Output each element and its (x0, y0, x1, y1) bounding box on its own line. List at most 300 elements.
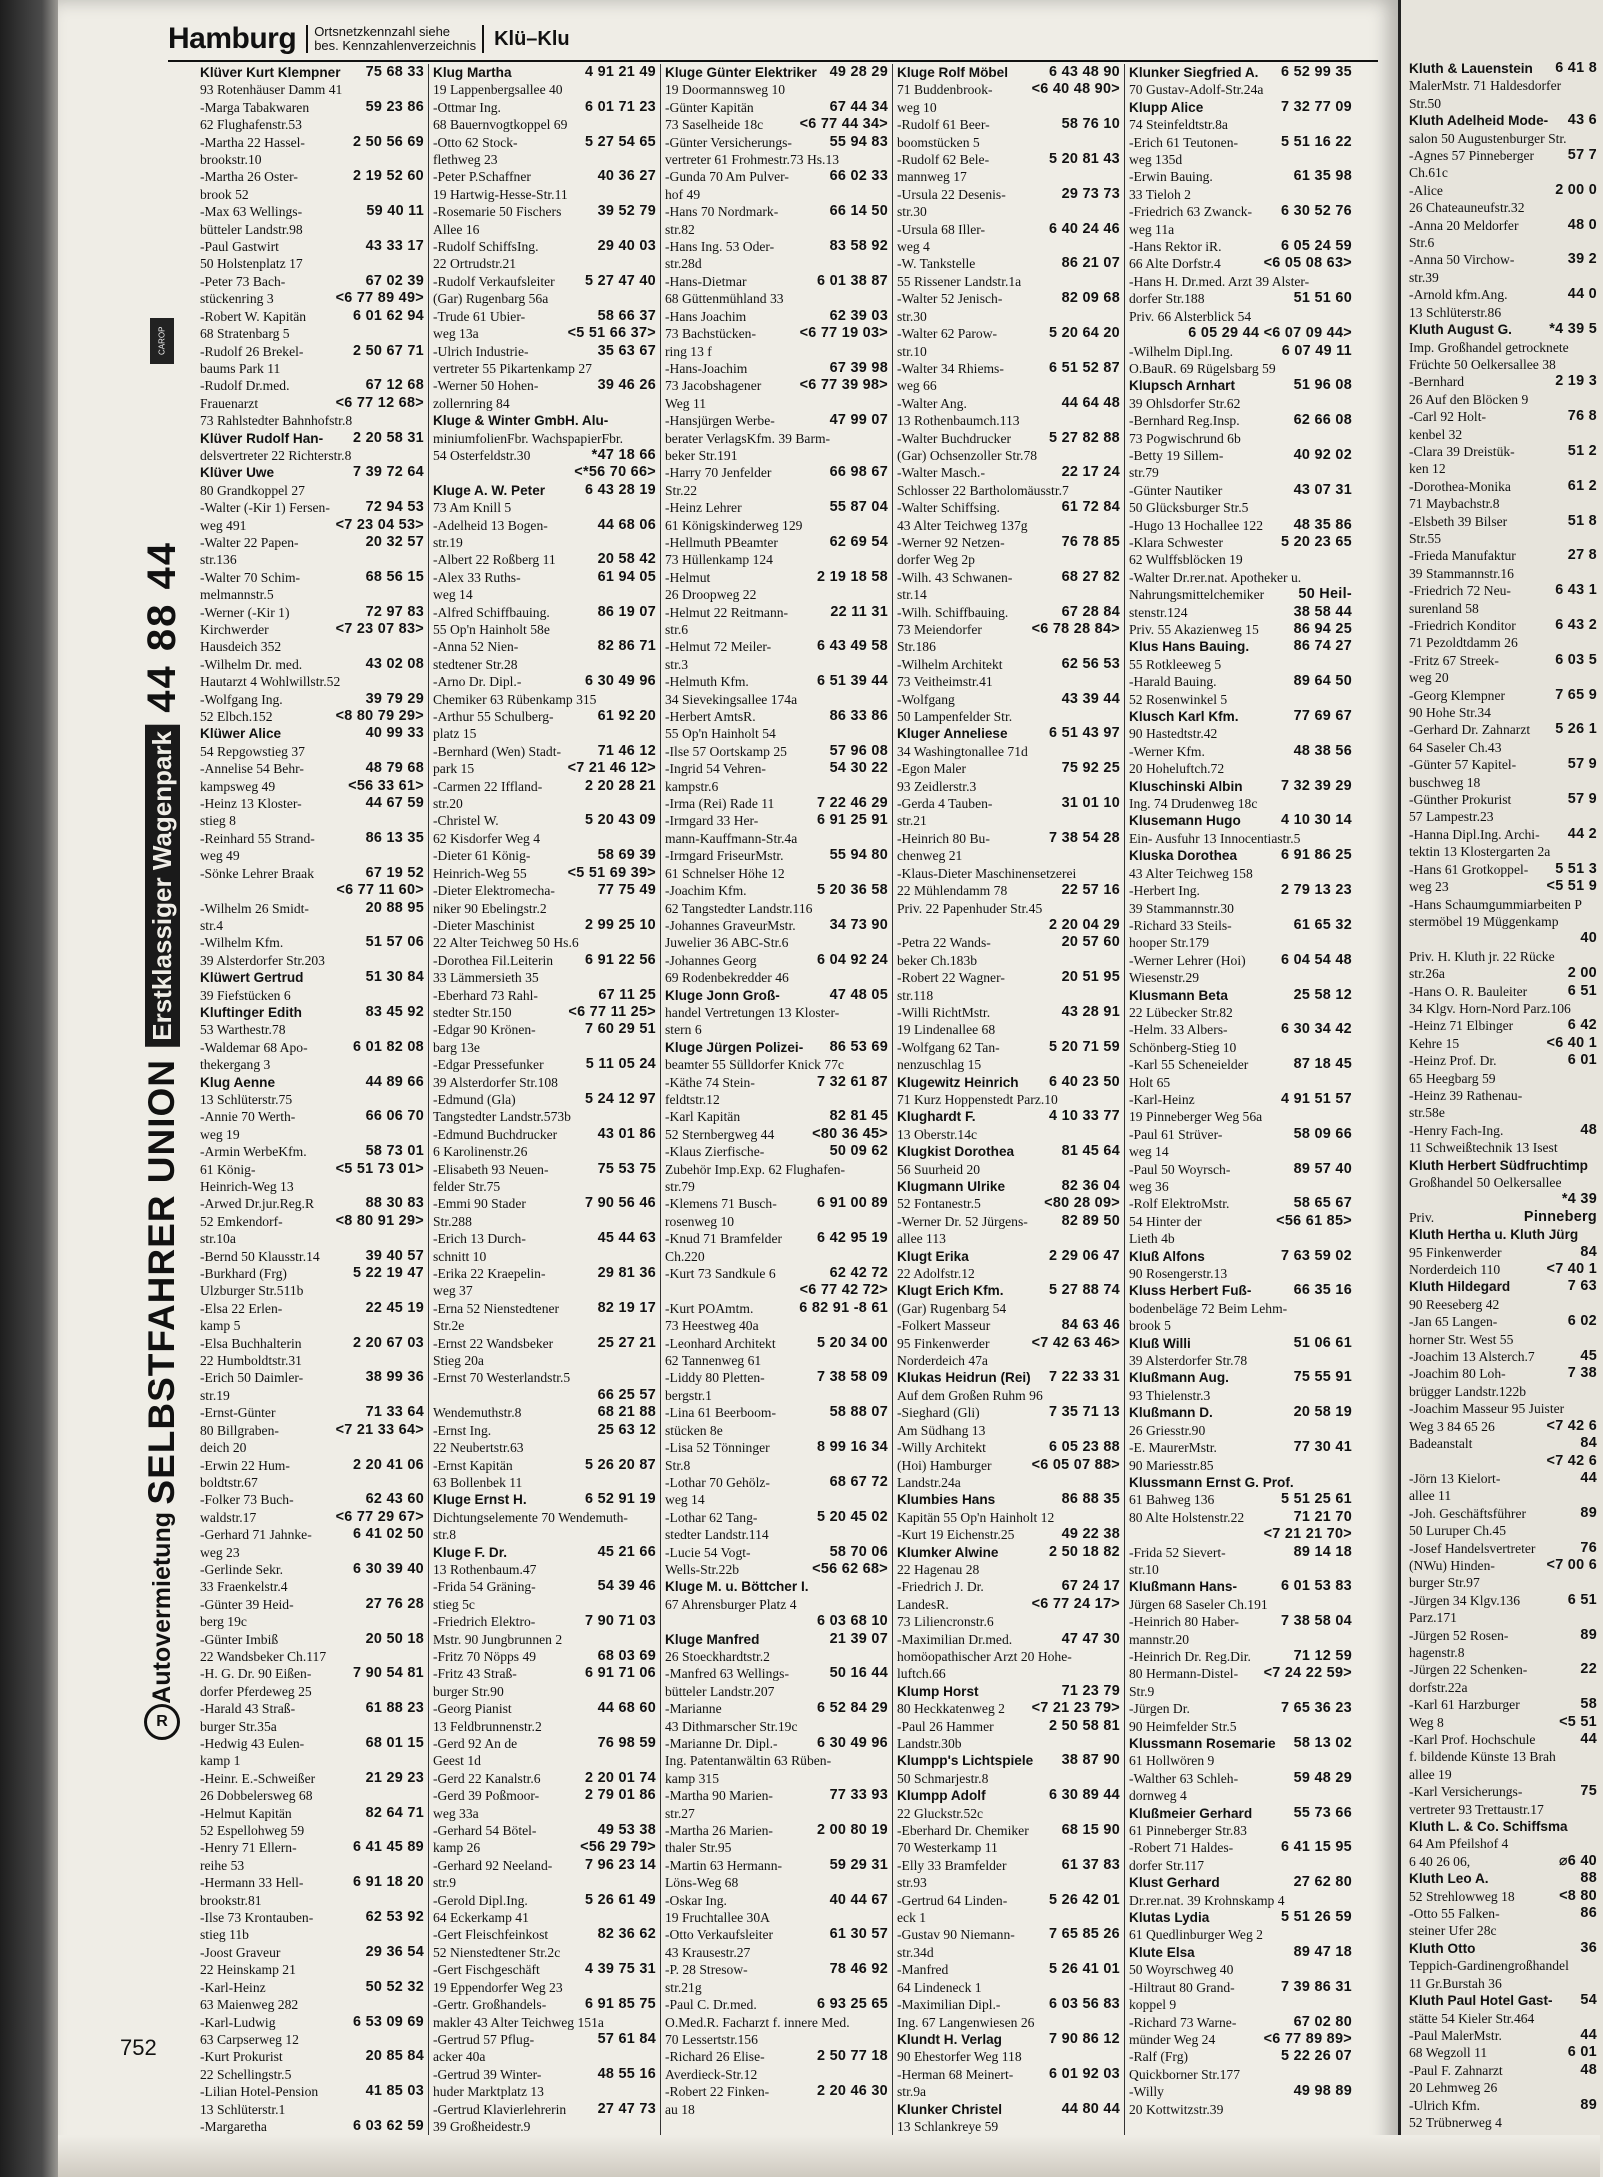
listing-name: barg 13e (433, 1039, 480, 1055)
listing-name: -Helmuth Kfm. (665, 674, 749, 690)
listing-name: -Ilse 73 Krontauben- (200, 1910, 314, 1926)
listing-name: 53 Warthestr.78 (200, 1022, 286, 1038)
listing-name: 55 Rissener Landstr.1a (897, 273, 1022, 289)
listing-name: Chemiker 63 Rübenkamp 315 (433, 691, 597, 707)
listing-name: -Elsa Buchhalterin (200, 1335, 302, 1351)
listing-name: -Harald 43 Straß- (200, 1701, 296, 1717)
listing-number: <7 21 23 79> (1031, 1700, 1120, 1717)
listing-entry (665, 1074, 888, 1091)
listing-number: 51 57 06 (365, 934, 424, 951)
listing-number: 5 26 42 01 (1048, 1891, 1120, 1908)
listing-name: -Hans-Joachim (665, 360, 748, 376)
listing-number: 89 57 40 (1293, 1160, 1352, 1177)
listing-number: 6 52 99 35 (1280, 64, 1352, 80)
listing-name-bold: Kluth Hildegard (1409, 1279, 1511, 1295)
listing-number: 8 99 16 34 (816, 1439, 888, 1456)
listing-name: -Otto Verkaufsleiter (665, 1927, 774, 1943)
listing-name: 73 Meiendorfer (897, 622, 982, 637)
listing-entry (897, 1892, 1120, 1909)
listing-name: -Erna 52 Nienstedtener (433, 1300, 560, 1316)
listing-number: 5 26 20 87 (584, 1456, 656, 1473)
listing-number: 71 23 79 (1061, 1682, 1120, 1699)
listing-entry (665, 743, 888, 760)
listing-name: vertreter 93 Trettaustr.17 (1409, 1801, 1544, 1817)
listing-name: -Werner Lehrer (Hoi) (1129, 952, 1246, 968)
listing-name: melmannstr.5 (200, 587, 274, 603)
listing-number: <7 23 04 53> (335, 516, 424, 533)
listing-name: -Robert W. Kapitän (200, 308, 307, 324)
listing-entry (1409, 373, 1597, 390)
listing-name: -Hans Joachim (665, 308, 747, 324)
listing-entry (1409, 1157, 1597, 1174)
listing-entry (200, 2101, 424, 2118)
page-header (168, 18, 1378, 60)
listing-name: str.8 (433, 1527, 457, 1543)
listing-entry (1409, 1801, 1597, 1818)
listing-name: 68 Bauernvogtkoppel 69 (433, 117, 568, 133)
listing-name: -Werner (-Kir 1) (200, 604, 290, 620)
listing-name: -Gertrud Klavierlehrerin (433, 2101, 567, 2117)
listing-name: bodenbeläge 72 Beim Lehm- (1129, 1300, 1288, 1316)
listing-number: 5 51 25 61 (1280, 1491, 1352, 1508)
listing-name: park 15 (433, 761, 475, 777)
listing-number: 39 52 79 (597, 203, 656, 220)
listing-entry (897, 1352, 1120, 1369)
listing-entry (1129, 1248, 1352, 1265)
listing-name: burger Str.35a (200, 1718, 277, 1734)
listing-entry (665, 377, 888, 394)
listing-name: zollernring 84 (433, 395, 510, 411)
listing-number: 2 50 56 69 (352, 133, 424, 150)
listing-name (1129, 99, 1277, 116)
listing-number: 48 (1580, 2061, 1597, 2078)
listing-entry (1409, 861, 1597, 878)
listing-name: waldstr.17 (200, 1509, 257, 1525)
listing-name: -Walter Buchdrucker (897, 430, 1012, 446)
listing-entry (897, 760, 1120, 777)
listing-number: 2 50 77 18 (816, 2048, 888, 2065)
listing-entry (1409, 1592, 1597, 1609)
listing-name: Priv. H. Kluth jr. 22 Rücke (1409, 948, 1555, 964)
listing-name: -Joachim Kfm. (665, 883, 747, 899)
listing-number: 25 58 12 (1293, 986, 1352, 1003)
listing-entry (433, 2066, 656, 2083)
listing-entry (665, 1805, 888, 1822)
listing-name (897, 2031, 1045, 2048)
listing-number: <56 33 61> (348, 777, 424, 794)
listing-entry (1129, 1091, 1352, 1108)
listing-number: 39 40 57 (365, 1247, 424, 1264)
listing-name: -Lucie 54 Vogt- (665, 1544, 751, 1560)
listing-entry (200, 1526, 424, 1543)
listing-number: 6 43 28 19 (584, 481, 656, 498)
listing-name: -Clara 39 Dreistük- (1409, 443, 1515, 459)
listing-name: delsvertreter 22 Richterstr.8 (200, 447, 352, 463)
listing-number: 67 12 68 (365, 377, 424, 394)
listing-entry (1129, 1474, 1352, 1491)
listing-name: Weg 3 84 65 26 (1409, 1418, 1495, 1434)
listing-name: Tangstedter Landstr.573b (433, 1109, 571, 1125)
listing-entry (1129, 604, 1352, 621)
listing-name: 80 Heckkatenweg 2 (897, 1701, 1005, 1717)
listing-name (665, 64, 826, 81)
listing-entry (1129, 308, 1352, 325)
listing-name: -Georg Klempner (1409, 687, 1506, 703)
listing-entry (200, 1004, 424, 1021)
listing-entry (433, 1909, 656, 1926)
listing-entry (1129, 865, 1352, 882)
listing-number: 58 13 02 (1293, 1735, 1352, 1751)
listing-entry (897, 1805, 1120, 1822)
listing-entry (433, 987, 656, 1004)
listing-name: -P. 28 Stresow- (665, 1962, 748, 1978)
listing-entry (897, 1544, 1120, 1561)
listing-number: 21 29 23 (365, 1769, 424, 1786)
listing-entry (1129, 186, 1352, 203)
listing-name: 73 Jacobshagener (665, 378, 762, 394)
listing-name: -Maximilian Dipl.- (897, 1997, 1001, 2013)
listing-number: 75 68 33 (365, 64, 424, 80)
listing-entry (665, 1683, 888, 1700)
listing-entry (1409, 147, 1597, 164)
listing-name: str.6 (665, 622, 689, 637)
listing-number: 44 68 06 (597, 516, 656, 533)
listing-entry (665, 1770, 888, 1787)
listing-name: -Wolfgang (897, 691, 955, 707)
listing-name: -Gerhard 54 Bötel- (433, 1823, 537, 1839)
listing-entry (433, 1839, 656, 1856)
listing-name: -Jan 65 Langen- (1409, 1314, 1498, 1330)
listing-entry (897, 186, 1120, 203)
listing-entry (1409, 495, 1597, 512)
listing-name: -Hans Ing. 53 Oder- (665, 239, 775, 255)
listing-name: Wells-Str.22b (665, 1561, 740, 1577)
listing-entry (1129, 290, 1352, 307)
listing-name-bold: Klus Hans Bauing. (1129, 639, 1250, 655)
listing-number: <6 77 89 89> (1263, 2030, 1352, 2047)
listing-entry (200, 778, 424, 795)
listing-entry (665, 1822, 888, 1839)
listing-name: 62 Kisdorfer Weg 4 (433, 830, 541, 846)
listing-number: 5 27 54 65 (584, 133, 656, 150)
listing-name: -Erwin Bauing. (1129, 169, 1213, 185)
listing-entry (897, 1230, 1120, 1247)
listing-entry (1409, 2079, 1597, 2096)
listing-name: -Dieter 61 König- (433, 848, 531, 864)
listing-number: 5 51 3 (1555, 860, 1597, 877)
listing-name: -Annelise 54 Behr- (200, 761, 304, 777)
listing-entry (897, 325, 1120, 342)
listing-name: 73 Heestweg 40a (665, 1318, 759, 1334)
listing-name: Kehre 15 (1409, 1035, 1460, 1051)
listing-entry (200, 343, 424, 360)
listing-entry (1129, 1822, 1352, 1839)
listing-name: -Friedrich Konditor (1409, 618, 1516, 633)
listing-number: 40 44 67 (829, 1891, 888, 1908)
listing-entry (200, 934, 424, 951)
listing-name: -Gerd 39 Poßmoor- (433, 1788, 540, 1804)
listing-name: -Eberhard 73 Rahl- (433, 987, 538, 1003)
listing-entry (1409, 1731, 1597, 1748)
listing-number: 7 32 77 09 (1280, 98, 1352, 115)
listing-number: 22 57 16 (1061, 882, 1120, 899)
listing-name: Ing. Patentanwältin 63 Rüben- (665, 1753, 832, 1769)
listing-entry (433, 1944, 656, 1961)
listing-number: 20 32 57 (365, 533, 424, 550)
listing-name: Str.288 (433, 1213, 472, 1229)
listing-entry (665, 134, 888, 151)
listing-entry (1409, 826, 1597, 843)
listing-name: homöopathischer Arzt 20 Hohe- (897, 1648, 1072, 1664)
listing-name: -Johannes GraveurMstr. (665, 917, 796, 933)
listing-number: 62 56 53 (1061, 655, 1120, 672)
listing-entry (665, 987, 888, 1004)
listing-entry (897, 795, 1120, 812)
listing-entry (1129, 430, 1352, 447)
listing-number: 6 01 92 03 (1048, 2065, 1120, 2082)
listing-number: 40 36 27 (597, 168, 656, 185)
listing-name: 22 Hagenau 28 (897, 1561, 980, 1577)
listing-number: 41 85 03 (365, 2083, 424, 2100)
listing-entry (665, 725, 888, 742)
listing-number: 6 91 25 91 (816, 812, 888, 829)
listing-entry (433, 290, 656, 307)
listing-number: <6 77 89 49> (335, 290, 424, 307)
listing-name: luftch.66 (897, 1666, 946, 1682)
listing-entry (1409, 791, 1597, 808)
listing-number: 7 38 54 28 (1048, 829, 1120, 846)
listing-entry (433, 1979, 656, 1996)
listing-entry (433, 308, 656, 325)
listing-name: -Joh. Geschäftsführer (1409, 1505, 1527, 1521)
listing-entry (200, 1143, 424, 1160)
listing-name: 61 Pinneberger Str.83 (1129, 1823, 1247, 1839)
listing-name: 54 Osterfeldstr.30 (433, 447, 531, 463)
listing-name: 63 Maienweg 282 (200, 1997, 299, 2013)
listing-name: 39 Stammannstr.30 (1129, 900, 1234, 916)
listing-number: 20 57 60 (1061, 934, 1120, 951)
listing-entry (897, 343, 1120, 360)
listing-name: dorfstr.22a (1409, 1679, 1468, 1695)
listing-name: -Anna 52 Nien- (433, 639, 519, 655)
listing-name: dorfer Pferdeweg 25 (200, 1683, 312, 1699)
listing-number: 2 99 25 10 (584, 916, 656, 933)
listing-entry (1129, 1926, 1352, 1943)
listing-entry (1129, 882, 1352, 899)
listing-number: <56 62 68> (812, 1560, 888, 1577)
listing-name: berg 19c (200, 1614, 247, 1630)
listing-entry (1409, 965, 1597, 982)
listing-name: -Rudolf 26 Brekel- (200, 343, 304, 359)
listing-name-bold: Kluge Jonn Groß- (665, 987, 780, 1003)
listing-number: 57 9 (1567, 791, 1597, 808)
listing-entry (1129, 2066, 1352, 2083)
listing-name: 52 Elbch.152 (200, 709, 273, 725)
listing-entry (200, 1944, 424, 1961)
listing-name: -Heinrich 80 Haber- (1129, 1614, 1239, 1630)
listing-entry (200, 638, 424, 655)
listing-entry (200, 2083, 424, 2100)
listing-number: 49 22 38 (1061, 1526, 1120, 1543)
listing-entry (200, 1613, 424, 1630)
listing-entry (1129, 1039, 1352, 1056)
listing-number: 44 64 48 (1061, 394, 1120, 411)
listing-name: 62 Tangstedter Landstr.116 (665, 900, 813, 916)
listing-entry (1409, 652, 1597, 669)
listing-name (200, 1074, 362, 1091)
listing-number: 75 92 25 (1061, 760, 1120, 777)
listing-name: -Karl-Heinz (200, 1979, 266, 1995)
listing-entry (897, 1039, 1120, 1056)
listing-name: -Ernst Kapitän (433, 1457, 513, 1473)
listing-entry (665, 1369, 888, 1386)
page-bottom-edge (58, 2135, 1600, 2177)
listing-number: 48 55 16 (597, 2065, 656, 2082)
listing-name: stückenring 3 (200, 291, 274, 307)
listing-name (1129, 64, 1277, 81)
listing-entry (897, 2031, 1120, 2048)
listing-entry (665, 1665, 888, 1682)
listing-entry (433, 1161, 656, 1178)
listing-number: 51 8 (1567, 512, 1597, 529)
listing-name: -Kurt 73 Sandkule 6 (665, 1266, 776, 1282)
listing-entry (665, 1491, 888, 1508)
listing-entry (897, 221, 1120, 238)
listing-name: -Wolfgang 62 Tan- (897, 1039, 1000, 1055)
listing-entry (665, 221, 888, 238)
listing-number: 2 20 46 30 (816, 2083, 888, 2100)
listing-name-bold: Klumker Alwine (897, 1544, 999, 1560)
listing-number: 6 41 15 95 (1280, 1839, 1352, 1856)
listing-number: 21 39 07 (829, 1630, 888, 1647)
listing-number: 72 94 53 (365, 499, 424, 516)
listing-entry (1129, 99, 1352, 116)
listing-name: 22 Humboldtstr.31 (200, 1353, 302, 1369)
listing-name (1129, 1335, 1290, 1352)
listing-name: Juwelier 36 ABC-Str.6 (665, 935, 789, 951)
listing-name: -Alex 33 Ruths- (433, 569, 521, 585)
listing-entry (665, 1091, 888, 1108)
listing-name: bergstr.1 (665, 1387, 712, 1403)
listing-name: -Wilh. 43 Schwanen- (897, 569, 1013, 585)
listing-name: 73 Bachstücken- (665, 326, 756, 342)
listing-entry (433, 656, 656, 673)
listing-name-bold: Kluschinski Albin (1129, 778, 1243, 794)
listing-entry (200, 464, 424, 481)
listing-entry (897, 1265, 1120, 1282)
listing-name: -Fritz 70 Nöpps 49 (433, 1648, 537, 1664)
listing-entry (200, 377, 424, 394)
listing-name: -Helmut Kapitän (200, 1805, 292, 1821)
listing-name: stermöbel 19 Müggenkamp (1409, 913, 1559, 929)
listing-name: -Margaretha (200, 2118, 267, 2134)
listing-number: 25 63 12 (597, 1421, 656, 1438)
listing-name: 26 Griesstr.90 (1129, 1422, 1206, 1438)
listing-number: <6 40 48 90> (1031, 81, 1120, 98)
listing-name-bold: Klumpp Adolf (897, 1788, 986, 1804)
listing-entry (200, 1979, 424, 1996)
listing-name: 55 Op'n Hainholt 54 (665, 726, 776, 742)
listing-name: schnitt 10 (433, 1248, 487, 1264)
listing-number: 89 64 50 (1293, 673, 1352, 690)
listing-entry (1409, 1104, 1597, 1121)
listing-entry (665, 691, 888, 708)
facing-page (1398, 0, 1603, 2177)
listing-entry (897, 2014, 1120, 2031)
listing-number: 43 6 (1567, 112, 1597, 129)
listing-entry (897, 934, 1120, 951)
listing-entry (200, 2118, 424, 2135)
listing-entry (200, 1474, 424, 1491)
listing-name: str.21 (897, 813, 927, 829)
listing-name: kampstr.6 (665, 778, 719, 794)
listing-entry (1129, 1213, 1352, 1230)
listing-entry (1129, 1335, 1352, 1352)
listing-entry (433, 1735, 656, 1752)
listing-entry (897, 621, 1120, 638)
listing-number: 66 98 67 (829, 464, 888, 481)
listing-name: Kirchwerder (200, 622, 269, 637)
listing-entry (433, 1665, 656, 1682)
listing-name-bold: Kluth Otto (1409, 1940, 1476, 1956)
listing-name-bold: Kluger Anneliese (897, 726, 1008, 742)
listing-name: 69 Rodenbekredder 46 (665, 970, 789, 986)
listing-name: weg 11a (1129, 221, 1175, 237)
listing-entry (200, 1648, 424, 1665)
listing-name: 20 Kottwitzstr.39 (1129, 2101, 1224, 2117)
listing-name: 95 Finkenwerder (1409, 1244, 1502, 1260)
listing-entry (200, 1387, 424, 1404)
listing-number: 61 94 05 (597, 568, 656, 585)
listing-number: 83 45 92 (365, 1003, 424, 1020)
listing-name: Quickborner Str.177 (1129, 2066, 1240, 2082)
listing-entry (1129, 1195, 1352, 1212)
listing-entry (897, 1596, 1120, 1613)
listing-name: -Walter Dr.rer.nat. Apotheker u. (1129, 569, 1302, 585)
listing-name: -Günther Prokurist (1409, 792, 1512, 808)
listing-entry (200, 1178, 424, 1195)
listing-name: 50 Holstenplatz 17 (200, 256, 303, 272)
listing-name: stenstr.124 (1129, 604, 1188, 620)
listing-name (1129, 377, 1290, 394)
listing-entry (433, 1021, 656, 1038)
listing-name: 90 Mariesstr.85 (1129, 1457, 1214, 1473)
listing-name: Badeanstalt (1409, 1436, 1473, 1452)
listing-entry (1129, 1700, 1352, 1717)
listing-entry (665, 760, 888, 777)
listing-name: -Gerd 22 Kanalstr.6 (433, 1770, 541, 1786)
listing-name: -Carmen 22 Iffland- (433, 778, 543, 794)
listing-number: 43 02 08 (365, 655, 424, 672)
listing-number: 6 40 23 50 (1048, 1073, 1120, 1090)
listing-entry (200, 760, 424, 777)
listing-name: -Sieghard (Gli) (897, 1405, 980, 1421)
listing-number: <7 24 22 59> (1263, 1665, 1352, 1682)
listing-name: 50 Woyrschweg 40 (1129, 1962, 1234, 1978)
listing-number: 5 20 45 02 (816, 1508, 888, 1525)
listing-entry (433, 221, 656, 238)
listing-name: -Jörn 13 Kielort- (1409, 1470, 1501, 1486)
listing-number: 6 52 91 19 (584, 1491, 656, 1508)
listing-entry (665, 116, 888, 133)
listing-name: -Armin WerbeKfm. (200, 1144, 307, 1160)
listing-name (200, 725, 362, 742)
listing-name: 55 Op'n Hainholt 58e (433, 622, 550, 637)
listing-name-bold: Kluge Jürgen Polizei- (665, 1039, 804, 1055)
listing-entry (433, 255, 656, 272)
listing-entry (897, 499, 1120, 516)
listing-entry (665, 1909, 888, 1926)
